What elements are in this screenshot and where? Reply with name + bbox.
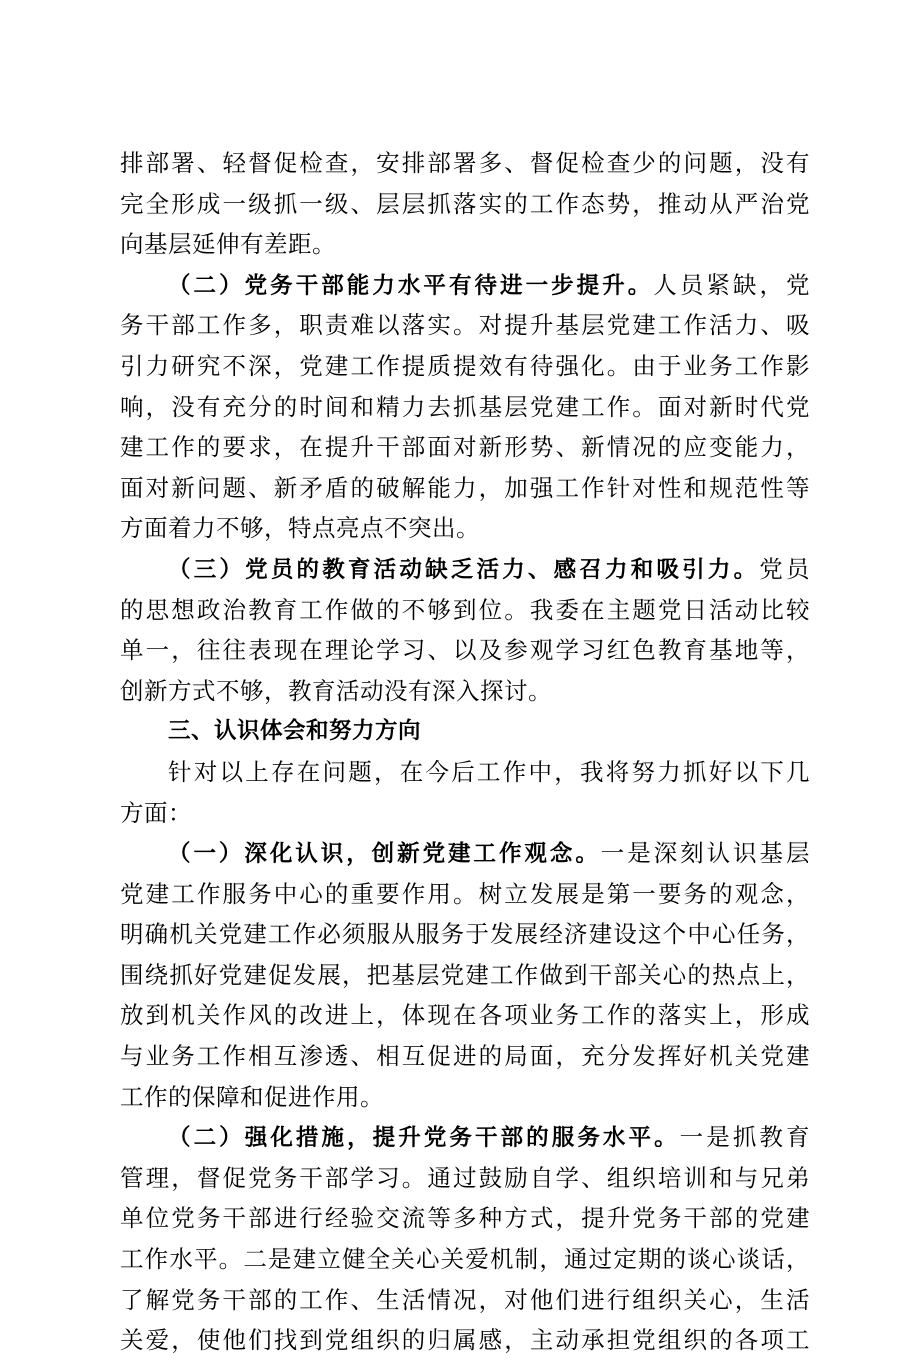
paragraph-lead-heading: （二）党务干部能力水平有待进一步提升。	[168, 272, 654, 299]
text-line: 针对以上存在问题，在今后工作中，我将努力抓好以下几	[168, 757, 810, 786]
text-line	[120, 833, 810, 874]
text-line: 工作的保障和促进作用。	[120, 1082, 384, 1111]
section-heading: 三、认识体会和努力方向	[168, 718, 422, 745]
text-line: 的思想政治教育工作做的不够到位。我委在主题党日活动比较	[120, 595, 810, 624]
text-line	[120, 265, 810, 306]
text-line: 单一，往往表现在理论学习、以及参观学习红色教育基地等，	[120, 636, 810, 665]
document-page	[120, 143, 810, 1361]
text-line: 工作水平。二是建立健全关心关爱机制，通过定期的谈心谈话，	[120, 1245, 810, 1274]
text-line: 关爱，使他们找到党组织的归属感，主动承担党组织的各项工	[120, 1326, 810, 1355]
text-line: 方面着力不够，特点亮点不突出。	[120, 514, 480, 543]
text-line: 务干部工作多，职责难以落实。对提升基层党建工作活力、吸	[120, 311, 810, 340]
text-run: 一是抓教育	[679, 1123, 810, 1152]
text-run: 一是深刻认识基层	[600, 839, 810, 868]
text-line: 了解党务干部的工作、生活情况，对他们进行组织关心，生活	[120, 1285, 810, 1314]
paragraph-4	[120, 752, 810, 833]
text-line: 管理，督促党务干部学习。通过鼓励自学、组织培训和与兄弟	[120, 1163, 810, 1192]
text-line: 围绕抓好党建促发展，把基层党建工作做到干部关心的热点上，	[120, 960, 810, 989]
paragraph-lead-heading: （三）党员的教育活动缺乏活力、感召力和吸引力。	[168, 556, 760, 583]
text-line: 明确机关党建工作必须服从服务于发展经济建设这个中心任务，	[120, 920, 810, 949]
text-line: 向基层延伸有差距。	[120, 230, 336, 259]
paragraph-2	[120, 265, 810, 549]
text-line: 党建工作服务中心的重要作用。树立发展是第一要务的观念，	[120, 879, 810, 908]
text-line: 面对新问题、新矛盾的破解能力，加强工作针对性和规范性等	[120, 473, 810, 502]
text-line: 方面：	[120, 798, 192, 827]
text-line: 单位党务干部进行经验交流等多种方式，提升党务干部的党建	[120, 1204, 810, 1233]
paragraph-lead-heading: （一）深化认识，创新党建工作观念。	[168, 841, 601, 868]
paragraph-5	[120, 833, 810, 1117]
text-line: 建工作的要求，在提升干部面对新形势、新情况的应变能力，	[120, 433, 810, 462]
text-line: 排部署、轻督促检查，安排部署多、督促检查少的问题，没有	[120, 149, 810, 177]
text-line: 响，没有充分的时间和精力去抓基层党建工作。面对新时代党	[120, 392, 810, 421]
paragraph-6	[120, 1117, 810, 1361]
text-line: 创新方式不够，教育活动没有深入探讨。	[120, 676, 552, 705]
text-line	[120, 549, 810, 590]
text-line: 与业务工作相互渗透、相互促进的局面，充分发挥好机关党建	[120, 1042, 810, 1071]
text-line	[120, 1117, 810, 1158]
text-run: 人员紧缺，党	[653, 270, 810, 299]
text-line: 引力研究不深，党建工作提质提效有待强化。由于业务工作影	[120, 351, 810, 380]
paragraph-lead-heading: （二）强化措施，提升党务干部的服务水平。	[168, 1125, 680, 1152]
text-run: 党员	[759, 554, 810, 583]
paragraph-1	[120, 143, 810, 265]
paragraph-3	[120, 549, 810, 711]
text-line: 完全形成一级抓一级、层层抓落实的工作态势，推动从严治党	[120, 189, 810, 218]
text-line: 放到机关作风的改进上，体现在各项业务工作的落实上，形成	[120, 1001, 810, 1030]
